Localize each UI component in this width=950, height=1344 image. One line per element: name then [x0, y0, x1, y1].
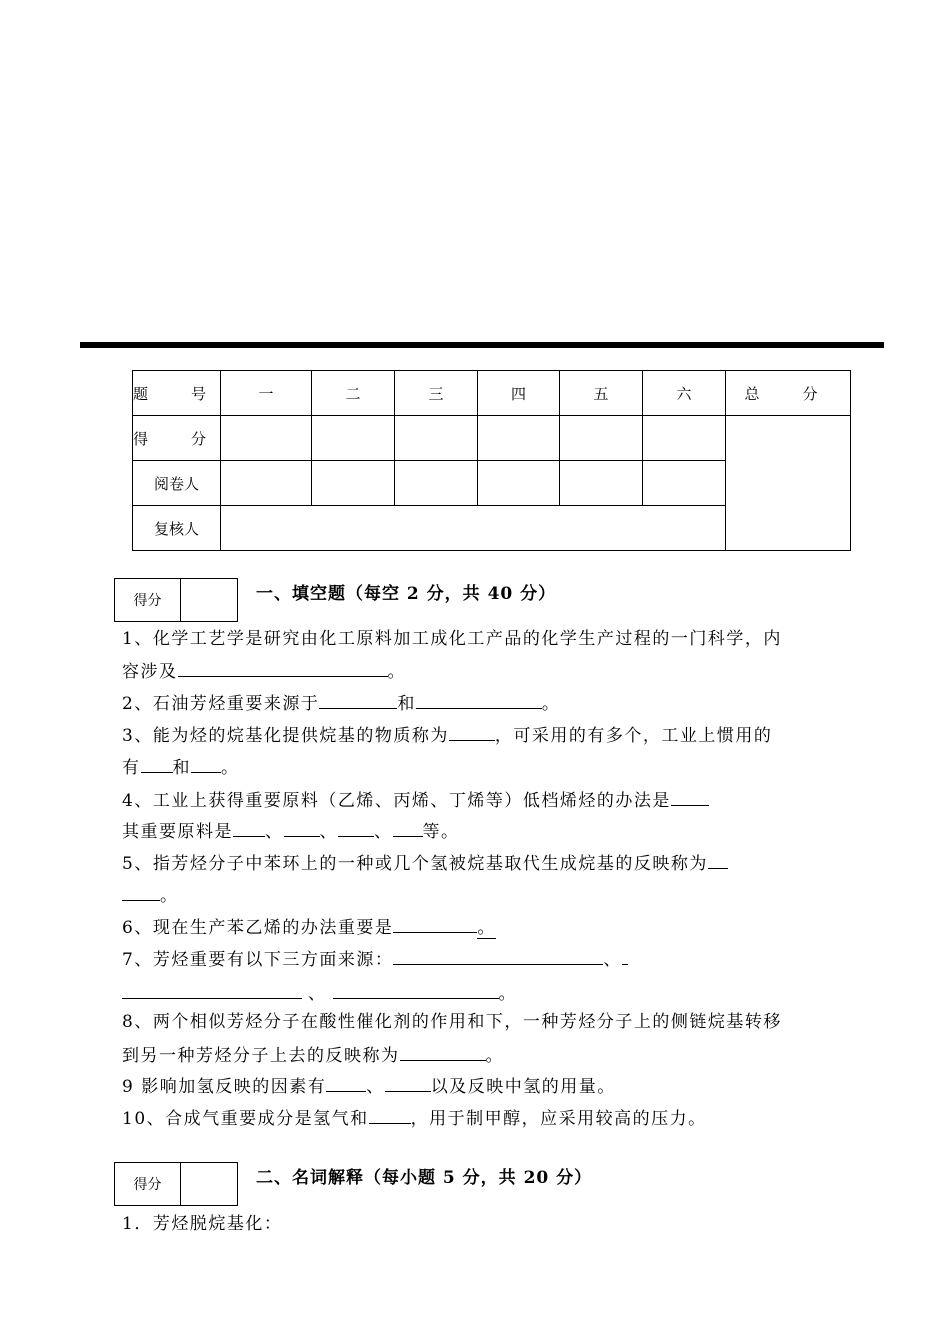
- q1-text: 1、化学工艺学是研究由化工原料加工成化工产品的化学生产过程的一门科学，内: [122, 629, 782, 649]
- header-col-4: 四: [478, 371, 560, 416]
- answer-blank: [416, 690, 542, 709]
- answer-blank: [400, 1042, 486, 1061]
- score-row: [133, 416, 851, 461]
- grader-cell: [312, 461, 395, 506]
- separator: 、: [265, 822, 284, 842]
- answer-blank: [233, 818, 265, 837]
- q7-line1: [122, 946, 628, 972]
- answer-blank: [333, 980, 499, 999]
- answer-blank: [326, 1073, 366, 1092]
- q3-text-d: 和: [172, 758, 191, 778]
- q10-text-b: ，用于制甲醇，应采用较高的压力。: [410, 1109, 707, 1129]
- section1-title: 一、填空题（每空 2 分，共 40 分）: [256, 584, 557, 604]
- q4-text-b: 其重要原料是: [122, 822, 233, 842]
- header-question-no: 题 号: [133, 371, 221, 416]
- header-col-2: 二: [312, 371, 395, 416]
- q8-line1: [122, 1010, 782, 1034]
- q6-text: 6、现在生产苯乙烯的办法重要是: [122, 918, 394, 938]
- q4-text: 4、工业上获得重要原料（乙烯、丙烯、丁烯等）低档烯烃的办法是: [122, 791, 671, 811]
- q10-text: 10、合成气重要成分是氢气和: [122, 1109, 369, 1129]
- answer-blank: [671, 787, 709, 806]
- answer-blank: [369, 1105, 411, 1124]
- score-cell: [560, 416, 643, 461]
- q8-text-b: 到另一种芳烃分子上去的反映称为: [122, 1046, 400, 1066]
- q9-text-c: 以及反映中氢的用量。: [430, 1077, 616, 1097]
- q8-line2: [122, 1042, 504, 1068]
- q9-text-b: 、: [366, 1077, 385, 1097]
- answer-blank: [393, 818, 423, 837]
- grader-cell: [643, 461, 726, 506]
- q5-line1: [122, 850, 728, 876]
- q4-line1: [122, 787, 709, 813]
- score-cell: [643, 416, 726, 461]
- section2-title: 二、名词解释（每小题 5 分，共 20 分）: [256, 1168, 593, 1188]
- q2-text: 2、石油芳烃重要来源于: [122, 694, 320, 714]
- section2-score-value: [181, 1163, 237, 1205]
- q4-line2: [122, 818, 460, 844]
- row-label-score: 得 分: [133, 416, 221, 461]
- answer-blank: [708, 850, 728, 869]
- section2-q1: 1．芳烃脱烷基化：: [122, 1214, 283, 1234]
- score-table: [132, 370, 851, 551]
- total-score-cell: [726, 416, 851, 551]
- q5-text: 5、指芳烃分子中苯环上的一种或几个氢被烷基取代生成烷基的反映称为: [122, 854, 708, 874]
- q2-text-c: 。: [541, 694, 561, 714]
- row-label-grader: 阅卷人: [133, 461, 221, 506]
- score-table-header-row: [133, 371, 851, 416]
- answer-blank: [141, 754, 173, 773]
- q4-text-c: 等。: [422, 822, 460, 842]
- row-label-reviewer: 复核人: [133, 506, 221, 551]
- answer-blank: [319, 690, 397, 709]
- q8-text-c: 。: [485, 1046, 504, 1066]
- q7-text: 7、芳烃重要有以下三方面来源：: [122, 950, 394, 970]
- header-col-5: 五: [560, 371, 643, 416]
- answer-blank: [284, 818, 320, 837]
- grader-cell: [221, 461, 312, 506]
- reviewer-cell: [221, 506, 726, 551]
- grader-cell: [560, 461, 643, 506]
- q3-text-b: ，可采用的有多个，工业上惯用的: [494, 726, 773, 746]
- score-cell: [221, 416, 312, 461]
- answer-blank: [393, 914, 477, 933]
- answer-blank: [178, 658, 388, 677]
- q1-text-b: 容涉及: [122, 662, 178, 682]
- q3-text-c: 有: [122, 758, 141, 778]
- q1-line1: [122, 627, 782, 651]
- answer-blank: [385, 1073, 431, 1092]
- q9-line: [122, 1073, 616, 1099]
- q2-text-b: 和: [397, 694, 416, 714]
- q3-line1: [122, 722, 772, 748]
- q3-text: 3、能为烃的烷基化提供烷基的物质称为: [122, 726, 449, 746]
- q7-text-end: 。: [498, 984, 517, 1004]
- q3-line2: [122, 754, 240, 780]
- section1-score-box: [114, 578, 238, 622]
- header-col-3: 三: [395, 371, 478, 416]
- header-col-6: 六: [643, 371, 726, 416]
- q10-line: [122, 1105, 707, 1131]
- section1-score-label: 得分: [115, 579, 181, 621]
- header-total: 总 分: [726, 371, 851, 416]
- section1-score-value: [181, 579, 237, 621]
- answer-blank: [338, 818, 374, 837]
- q3-text-e: 。: [221, 758, 240, 778]
- q7-line2: [122, 980, 517, 1006]
- answer-blank: [393, 946, 603, 965]
- answer-blank: [122, 980, 302, 999]
- grader-cell: [478, 461, 560, 506]
- separator: 、: [319, 822, 338, 842]
- answer-blank: [122, 882, 160, 901]
- q1-line2: [122, 658, 406, 684]
- separator: 、: [308, 984, 327, 1004]
- q9-text: 9 影响加氢反映的因素有: [122, 1077, 327, 1097]
- answer-blank: [622, 946, 628, 965]
- score-cell: [312, 416, 395, 461]
- q5-line2: [122, 882, 179, 908]
- grader-cell: [395, 461, 478, 506]
- q6-line: [122, 914, 496, 940]
- q2-line: [122, 690, 560, 716]
- q1-text-c: 。: [387, 662, 406, 682]
- q6-text-b: 。: [477, 918, 496, 938]
- score-cell: [395, 416, 478, 461]
- score-cell: [478, 416, 560, 461]
- separator: 、: [374, 822, 393, 842]
- section2-score-box: [114, 1162, 238, 1206]
- q8-text: 8、两个相似芳烃分子在酸性催化剂的作用和下，一种芳烃分子上的侧链烷基转移: [122, 1012, 782, 1032]
- q5-text-b: 。: [160, 886, 179, 906]
- top-rule: [80, 342, 884, 348]
- section2-score-label: 得分: [115, 1163, 181, 1205]
- separator: 、: [603, 950, 622, 970]
- answer-blank: [191, 754, 221, 773]
- answer-blank: [449, 722, 495, 741]
- header-col-1: 一: [221, 371, 312, 416]
